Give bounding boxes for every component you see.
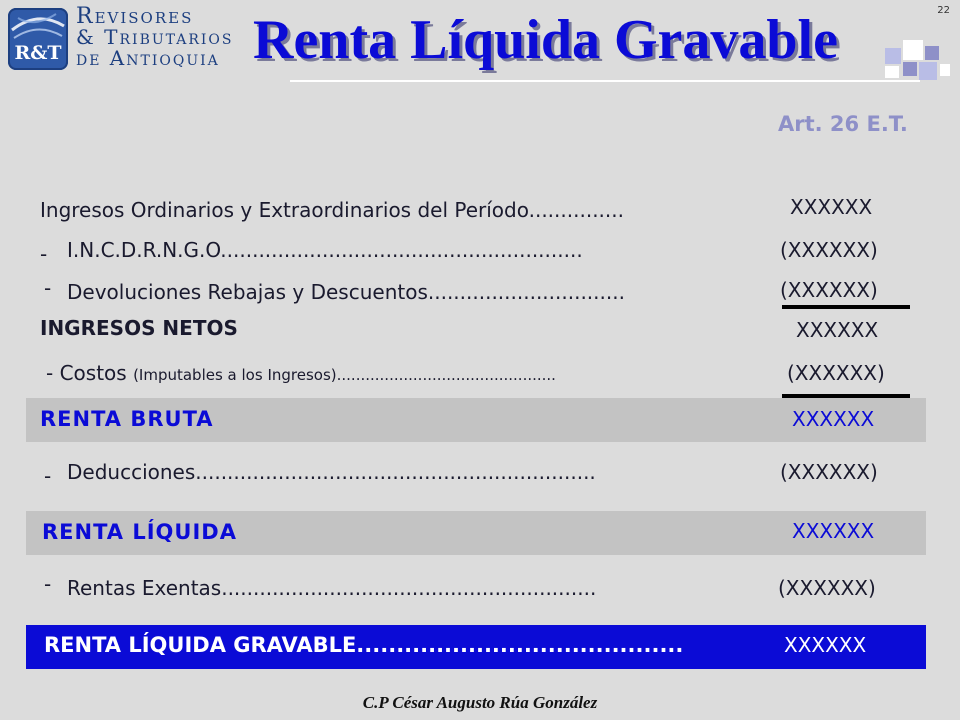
devoluciones-dash: - [44,276,52,300]
costos-value: (XXXXXX) [787,361,885,385]
exentas-label: Rentas Exentas........................................................... [67,576,597,600]
renta-liquida-gravable-label: RENTA LÍQUIDA GRAVABLE......................................... [44,633,684,657]
costos-row [46,361,556,385]
devoluciones-label: Devoluciones Rebajas y Descuentos............................... [67,280,625,304]
renta-bruta-value: XXXXXX [792,407,875,431]
incrngo-label: I.N.C.D.R.N.G.O......................................................... [67,238,583,262]
ingresos-netos-value: XXXXXX [796,318,879,342]
incrngo-value: (XXXXXX) [780,238,878,262]
logo-badge [8,8,68,70]
exentas-dash: - [44,572,52,596]
costos-label: Costos [59,361,127,385]
renta-liquida-label: RENTA LÍQUIDA [42,520,237,544]
deducciones-value: (XXXXXX) [780,460,878,484]
renta-liquida-band [26,511,926,555]
logo-wordmark [76,6,233,69]
deducciones-dash: - [44,464,52,488]
renta-liquida-gravable-value: XXXXXX [784,633,867,657]
logo-line-1: Revisores [76,4,194,29]
renta-liquida-value: XXXXXX [792,519,875,543]
ingresos-label: Ingresos Ordinarios y Extraordinarios del Período............... [40,198,624,222]
title-underline [290,80,920,82]
slide-number: 22 [937,5,950,16]
logo-line-2: & Tributarios [76,25,234,49]
incrngo-dash: - [40,242,48,266]
article-reference: Art. 26 E.T. [778,112,908,136]
renta-liquida-gravable-band [26,625,926,669]
devoluciones-value: (XXXXXX) [780,278,878,302]
company-logo [8,6,238,72]
author-footer: C.P César Augusto Rúa González [362,693,598,712]
ingresos-value: XXXXXX [790,195,873,219]
costos-dash: - [46,361,54,385]
logo-line-3: de Antioquia [76,46,220,70]
logo-badge-text: R&T [14,42,62,64]
renta-bruta-label: RENTA BRUTA [40,407,214,431]
renta-bruta-band [26,398,926,442]
exentas-value: (XXXXXX) [778,576,876,600]
deducciones-label: Deducciones............................................................... [67,460,596,484]
costos-note: (Imputables a los Ingresos).............................................. [133,366,556,384]
page-title: Renta Líquida Gravable [253,9,838,71]
subtotal-underline [782,305,910,309]
ingresos-netos-label: INGRESOS NETOS [40,316,238,340]
